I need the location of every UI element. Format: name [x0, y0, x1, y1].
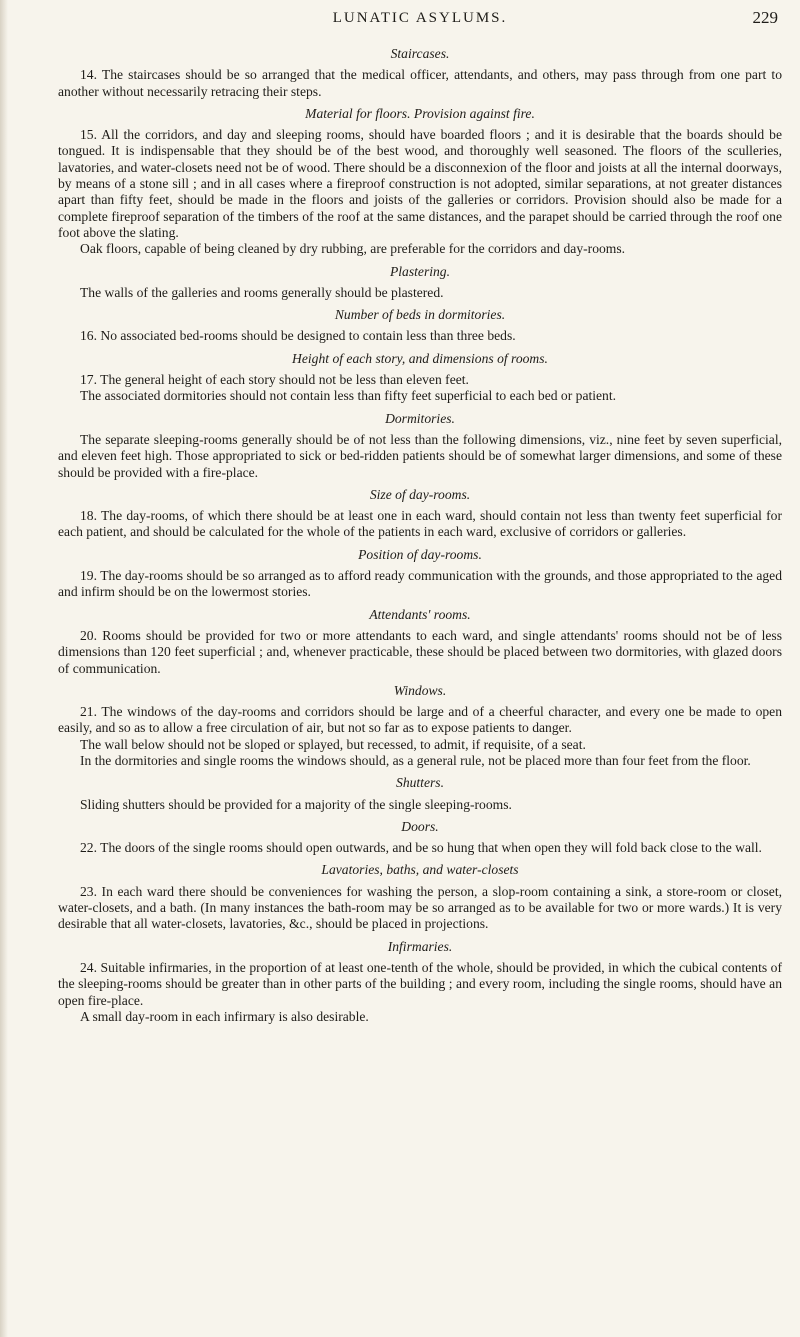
paragraph: 19. The day-rooms should be so arranged as to afford ready communication with the grounds, and those appropriated to the aged and infirm should be on the lowermost stories. — [58, 568, 782, 600]
section-heading: Attendants' rooms. — [369, 606, 471, 622]
paragraph: The separate sleeping-rooms generally should be of not less than the following dimensions, viz., nine feet by seven superficial, and eleven feet high. Those appropriated to sick or bed-ridden patients should be of somewhat larger dimensions, and some of these should be provided with a fire-place. — [58, 431, 782, 480]
paragraph: Oak floors, capable of being cleaned by dry rubbing, are preferable for the corridors and day-rooms. — [80, 241, 626, 257]
section-heading: Infirmaries. — [387, 938, 453, 954]
section-heading: Material for floors. Provision against fire. — [305, 105, 535, 121]
paragraph: Sliding shutters should be provided for a majority of the single sleeping-rooms. — [80, 796, 512, 812]
paragraph: 22. The doors of the single rooms should open outwards, and be so hung that when open they will fold back close to the wall. — [80, 840, 762, 856]
paragraph: 18. The day-rooms, of which there should be at least one in each ward, should contain not less than twenty feet superficial for each patient, and should be calculated for the whole of the patients in each ward, exclusive of corridors or galleries. — [58, 508, 782, 540]
page-body — [58, 40, 782, 1025]
section-heading: Staircases. — [390, 46, 450, 61]
paragraph: A small day-room in each infirmary is also desirable. — [80, 1008, 369, 1024]
paragraph: 17. The general height of each story should not be less than eleven feet. — [80, 372, 469, 388]
section-heading: Height of each story, and dimensions of rooms. — [292, 350, 548, 366]
section-heading: Plastering. — [389, 263, 451, 279]
binding-edge — [0, 0, 8, 1337]
page-header — [60, 8, 780, 28]
paragraph: 16. No associated bed-rooms should be designed to contain less than three beds. — [80, 328, 516, 344]
paragraph: The walls of the galleries and rooms generally should be plastered. — [80, 284, 444, 300]
paragraph: The associated dormitories should not contain less than fifty feet superficial to each bed or patient. — [80, 388, 617, 404]
section-heading: Shutters. — [396, 775, 444, 791]
paragraph: 15. All the corridors, and day and sleeping rooms, should have boarded floors ; and it is desirable that the boards should be tongued. It is indispensable that they should be of the best wood, and thoroughly well seasoned. The floors of the sculleries, lavatories, and water-closets need not be of wood. There should be a disconnexion of the floor and joists at all the internal doorways, by means of a stone sill ; and in all cases where a fireproof construction is not adopted, similar separations, at not greater distances apart than fifty feet, should be made in the floors and joists of the galleries or corridors. Provision should also be made for a complete fireproof separation of the timbers of the roof at the same distances, and the parapet should be carried through the roof one foot above the slating. — [58, 127, 782, 240]
paragraph: 23. In each ward there should be conveniences for washing the person, a slop-room containing a sink, a store-room or closet, water-closets, and a bath. (In many instances the bath-room may be so arranged as to be available for two or more wards.) It is very desirable that all water-closets, lavatories, &c., should be placed in projections. — [58, 883, 782, 932]
page-number: 229 — [752, 8, 778, 27]
paragraph: The wall below should not be sloped or splayed, but recessed, to admit, if requisite, of a seat. — [80, 736, 586, 752]
section-heading: Size of day-rooms. — [369, 486, 471, 502]
section-heading: Lavatories, baths, and water-closets — [321, 862, 519, 878]
paragraph: 24. Suitable infirmaries, in the proportion of at least one-tenth of the whole, should be provided, in which the cubical contents of the sleeping-rooms should be greater than in other parts of the building ; and every room, including the single rooms, should have an open fire-place. — [58, 959, 782, 1008]
running-head: LUNATIC ASYLUMS. — [332, 10, 508, 26]
paragraph: 14. The staircases should be so arranged that the medical officer, attendants, and others, may pass through from one part to another without necessarily retracing their steps. — [58, 67, 782, 99]
section-heading: Position of day-rooms. — [358, 546, 482, 562]
section-heading: Windows. — [393, 682, 447, 698]
paragraph: 20. Rooms should be provided for two or more attendants to each ward, and single attendants' rooms should not be of less dimensions than 120 feet superficial ; and, whenever practicable, these should be placed between two dormitories, with glazed doors of communication. — [58, 627, 782, 676]
paragraph: In the dormitories and single rooms the windows should, as a general rule, not be placed more than four feet from the floor. — [80, 752, 751, 768]
section-heading: Doors. — [401, 818, 439, 834]
section-heading: Dormitories. — [385, 410, 455, 426]
paragraph: 21. The windows of the day-rooms and corridors should be large and of a cheerful character, and every one be made to open easily, and so as to allow a free circulation of air, but not so far as to expose patients to danger. — [58, 704, 782, 736]
section-heading: Number of beds in dormitories. — [334, 307, 506, 323]
